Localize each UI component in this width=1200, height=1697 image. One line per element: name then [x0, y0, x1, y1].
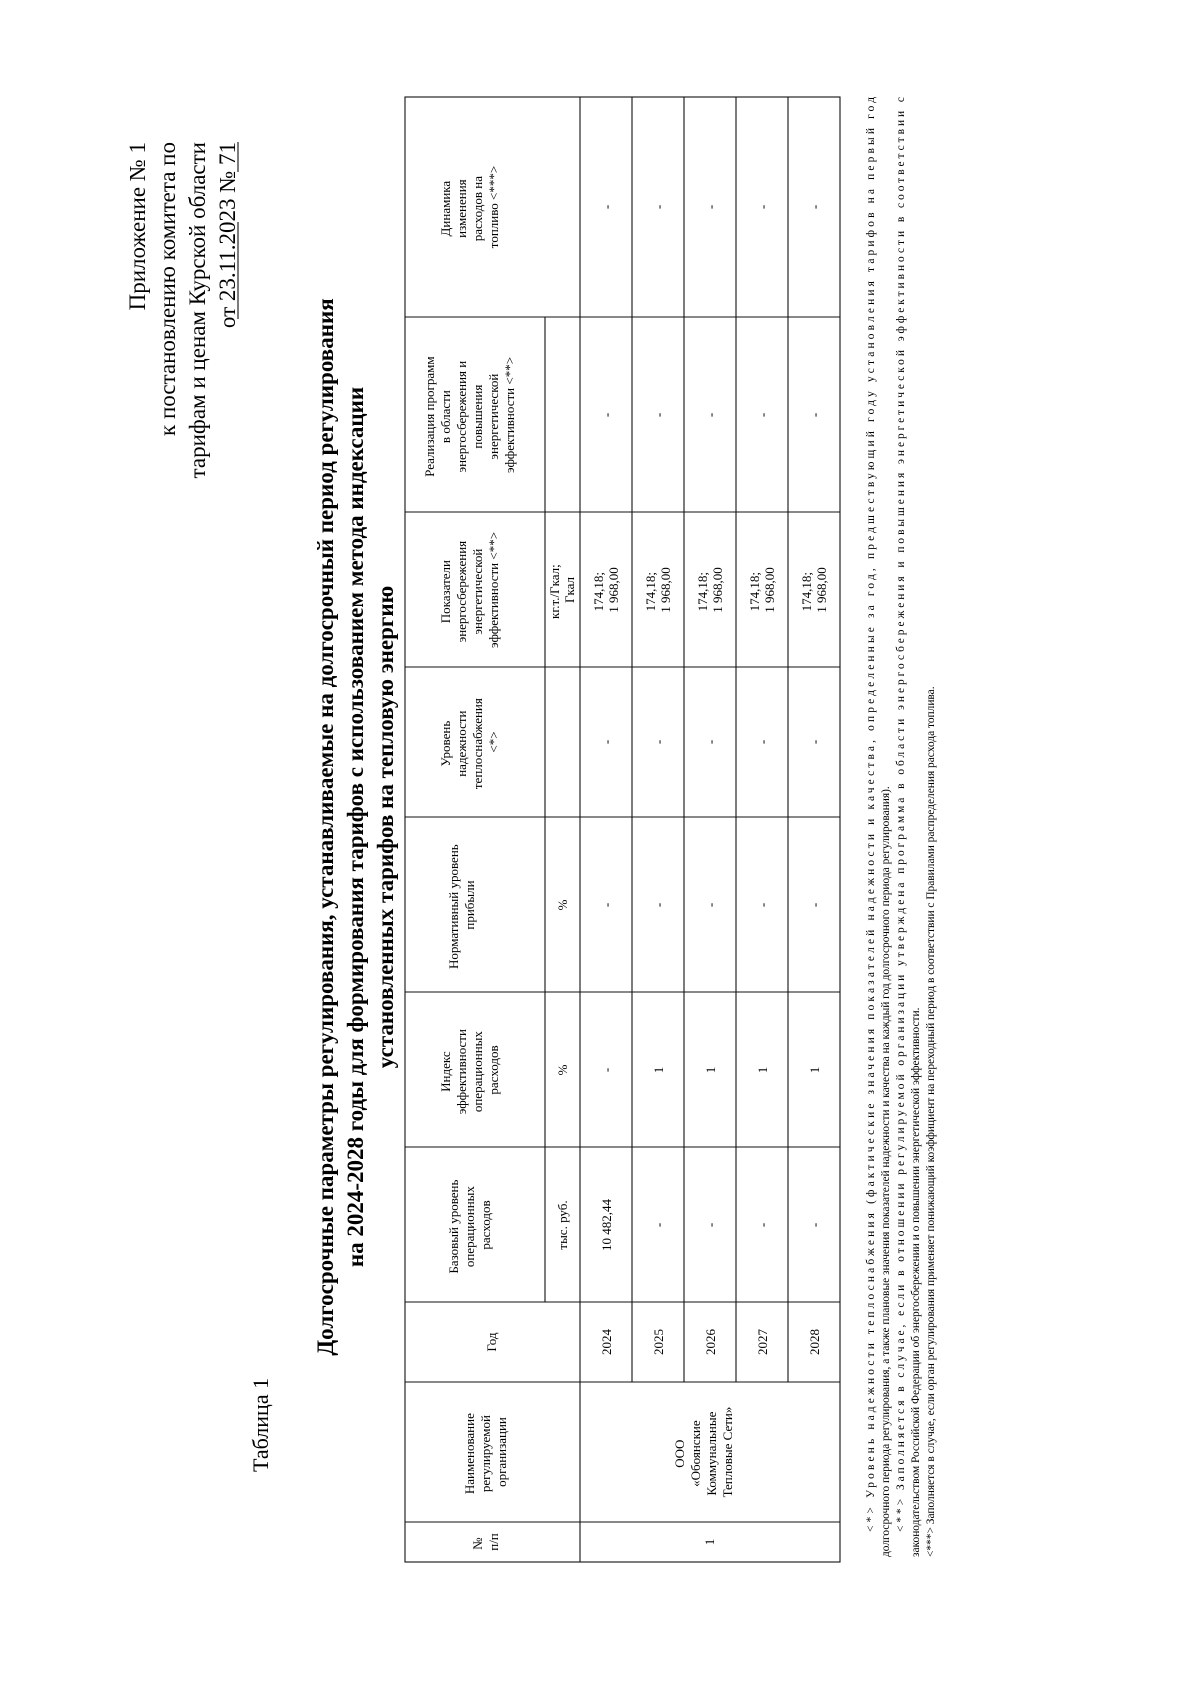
cell-energy-indicators: 174,18; 1 968,00	[799, 567, 829, 613]
footnote-line: долгосрочного периода регулирования, а также плановые значения показателей надежности и качества на каждый год долгосрочного периода регулирования).	[880, 786, 892, 1557]
cell-year: 2026	[703, 1329, 718, 1355]
table-row	[747, 205, 777, 1355]
header-base-costs: Базовый уровень операционных расходов	[446, 1179, 493, 1274]
cell-profit: -	[755, 902, 770, 908]
cell-programs: -	[599, 412, 614, 418]
cell-profit: -	[807, 902, 822, 908]
cell-reliability: -	[599, 739, 614, 745]
organization-name: ООО «Обоянские Коммунальные Тепловые Сети»	[672, 1406, 735, 1498]
table-row	[799, 205, 829, 1355]
cell-energy-indicators: 174,18; 1 968,00	[643, 567, 673, 613]
unit-base-costs: тыс. руб.	[555, 1200, 570, 1250]
header-energy-indicators: Показатели энергосбережения энергетической эффективности <**>	[438, 531, 501, 649]
document-title	[313, 298, 398, 1355]
footnote-line: <***> Заполняется в случае, если орган регулирования применяет понижающий коэффициент на переходный период в соответствии с Правилами распределения расхода топлива.	[925, 686, 937, 1557]
cell-year: 2025	[651, 1329, 666, 1355]
cell-reliability: -	[807, 739, 822, 745]
header-year: Год	[484, 1332, 499, 1352]
header-reliability: Уровень надежности теплоснабжения <*>	[438, 698, 501, 790]
cell-base-costs: -	[807, 1222, 822, 1228]
header-fuel-dynamics: Динамика изменения расходов на топливо <***>	[438, 165, 501, 249]
footnote-line: <*> Уровень надежности теплоснабжения (фактические значения показателей надежности и качества, определенные за год, предшествующий году установления тарифов на первый год	[865, 96, 877, 1532]
cell-fuel-dynamics: -	[807, 204, 822, 210]
unit-energy-indicators: кг.т./Гкал; Гкал	[547, 564, 577, 619]
cell-efficiency-index: 1	[651, 1066, 666, 1074]
table-label: Таблица 1	[248, 1377, 273, 1472]
header-line-1: Приложение № 1	[125, 142, 150, 311]
cell-energy-indicators: 174,18; 1 968,00	[747, 567, 777, 613]
cell-reliability: -	[651, 739, 666, 745]
cell-efficiency-index: 1	[807, 1066, 822, 1074]
cell-programs: -	[651, 412, 666, 418]
cell-programs: -	[703, 412, 718, 418]
footnote-line: законодательством Российской Федерации об энергосбережении и о повышении энергетической эффективности.	[910, 1007, 922, 1557]
title-line-1: Долгосрочные параметры регулирования, устанавливаемые на долгосрочный период регулирования	[313, 298, 338, 1356]
cell-profit: -	[651, 902, 666, 908]
parameters-table	[405, 97, 840, 1562]
header-profit: Нормативный уровень прибыли	[446, 844, 477, 969]
cell-efficiency-index: 1	[703, 1066, 718, 1074]
table-row	[591, 205, 621, 1355]
row-number: 1	[702, 1538, 717, 1546]
cell-energy-indicators: 174,18; 1 968,00	[695, 567, 725, 613]
cell-efficiency-index: 1	[755, 1066, 770, 1074]
header-line-2: к постановлению комитета по	[155, 142, 180, 436]
cell-reliability: -	[755, 739, 770, 745]
cell-fuel-dynamics: -	[651, 204, 666, 210]
table-header	[422, 166, 517, 1551]
header-number: № п/п	[470, 1533, 501, 1551]
header-programs: Реализация программ в области энергосбережения и повышения энергетической эффективности <**>	[422, 356, 517, 477]
cell-fuel-dynamics: -	[755, 204, 770, 210]
footnotes	[865, 97, 937, 1557]
title-line-2: на 2024-2028 годы для формирования тарифов с использованием метода индексации	[343, 386, 368, 1268]
footnote-line: <**> Заполняется в случае, если в отношении регулируемой организации утверждена программа в области энергосбережения и повышения энергетической эффективности в соответствии с	[895, 97, 907, 1532]
cell-fuel-dynamics: -	[703, 204, 718, 210]
cell-base-costs: -	[703, 1222, 718, 1228]
header-organization: Наименование регулируемой организации	[462, 1413, 509, 1495]
cell-profit: -	[599, 902, 614, 908]
cell-base-costs: -	[651, 1222, 666, 1228]
table-row	[643, 205, 673, 1355]
cell-year: 2027	[755, 1329, 770, 1355]
appendix-header	[125, 142, 240, 478]
cell-fuel-dynamics: -	[599, 204, 614, 210]
cell-year: 2028	[807, 1329, 822, 1355]
cell-profit: -	[703, 902, 718, 908]
title-line-3: установленных тарифов на тепловую энергию	[373, 585, 398, 1069]
header-line-3: тарифам и ценам Курской области	[185, 142, 210, 479]
table-row	[695, 205, 725, 1355]
cell-programs: -	[755, 412, 770, 418]
cell-reliability: -	[703, 739, 718, 745]
header-efficiency-index: Индекс эффективности операционных расходов	[438, 1029, 501, 1115]
cell-year: 2024	[599, 1329, 614, 1355]
units-row	[547, 561, 577, 1250]
cell-efficiency-index: -	[599, 1067, 614, 1073]
cell-energy-indicators: 174,18; 1 968,00	[591, 567, 621, 613]
cell-base-costs: -	[755, 1222, 770, 1228]
header-line-4: от 23.11.2023 № 71	[215, 142, 240, 329]
cell-base-costs: 10 482,44	[599, 1199, 614, 1251]
unit-profit: %	[555, 899, 570, 911]
unit-efficiency-index: %	[555, 1064, 570, 1076]
cell-programs: -	[807, 412, 822, 418]
